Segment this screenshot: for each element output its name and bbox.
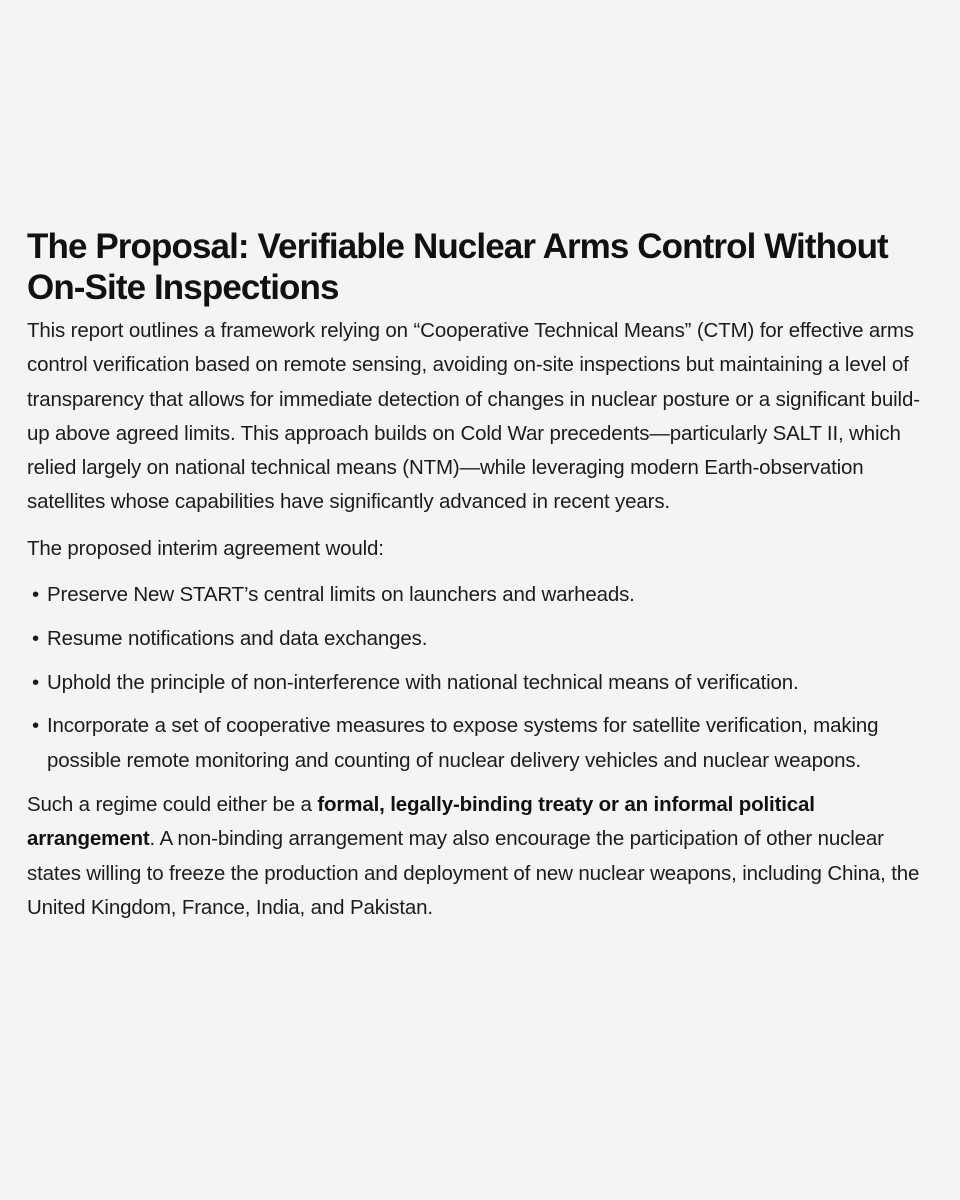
closing-text-end: . A non-binding arrangement may also encourage the participation of other nuclear states willing to freeze the production and deployment of new nuclear weapons, including China, the United Kingdom, France, India, and Pakistan. [27,827,920,919]
list-item-text: Preserve New START’s central limits on launchers and warheads. [47,583,635,607]
list-item [27,666,933,700]
list-item [27,622,933,656]
proposal-list [27,578,933,778]
list-item [27,578,933,612]
bullet-icon: • [32,583,40,607]
bullet-icon: • [32,714,40,738]
list-item-text: Resume notifications and data exchanges. [47,626,428,650]
list-item-text: Incorporate a set of cooperative measures to expose systems for satellite verification, making possible remote monitoring and counting of nuclear delivery vehicles and nuclear weapons. [47,714,879,772]
closing-text-start: Such a regime could either be a [27,793,318,817]
page-title: The Proposal: Verifiable Nuclear Arms Control Without On-Site Inspections [27,227,888,307]
closing-emphasis: formal, legally-binding treaty or an informal political arrangement [27,793,815,851]
list-item-text: Uphold the principle of non-interference with national technical means of verification. [47,670,799,694]
intro-paragraph: This report outlines a framework relying on “Cooperative Technical Means” (CTM) for effective arms control verification based on remote sensing, avoiding on-site inspections but maintaining a level of transparency that allows for immediate detection of changes in nuclear posture or a significant build-up above agreed limits. This approach builds on Cold War precedents—particularly SALT II, which relied largely on national technical means (NTM)—while leveraging modern Earth-observation satellites whose capabilities have significantly advanced in recent years. [27,319,920,514]
bullet-icon: • [32,626,40,650]
list-item [27,709,933,778]
article [27,226,933,925]
bullet-icon: • [32,670,40,694]
list-lead-text: The proposed interim agreement would: [27,536,384,560]
closing-paragraph [27,788,933,925]
